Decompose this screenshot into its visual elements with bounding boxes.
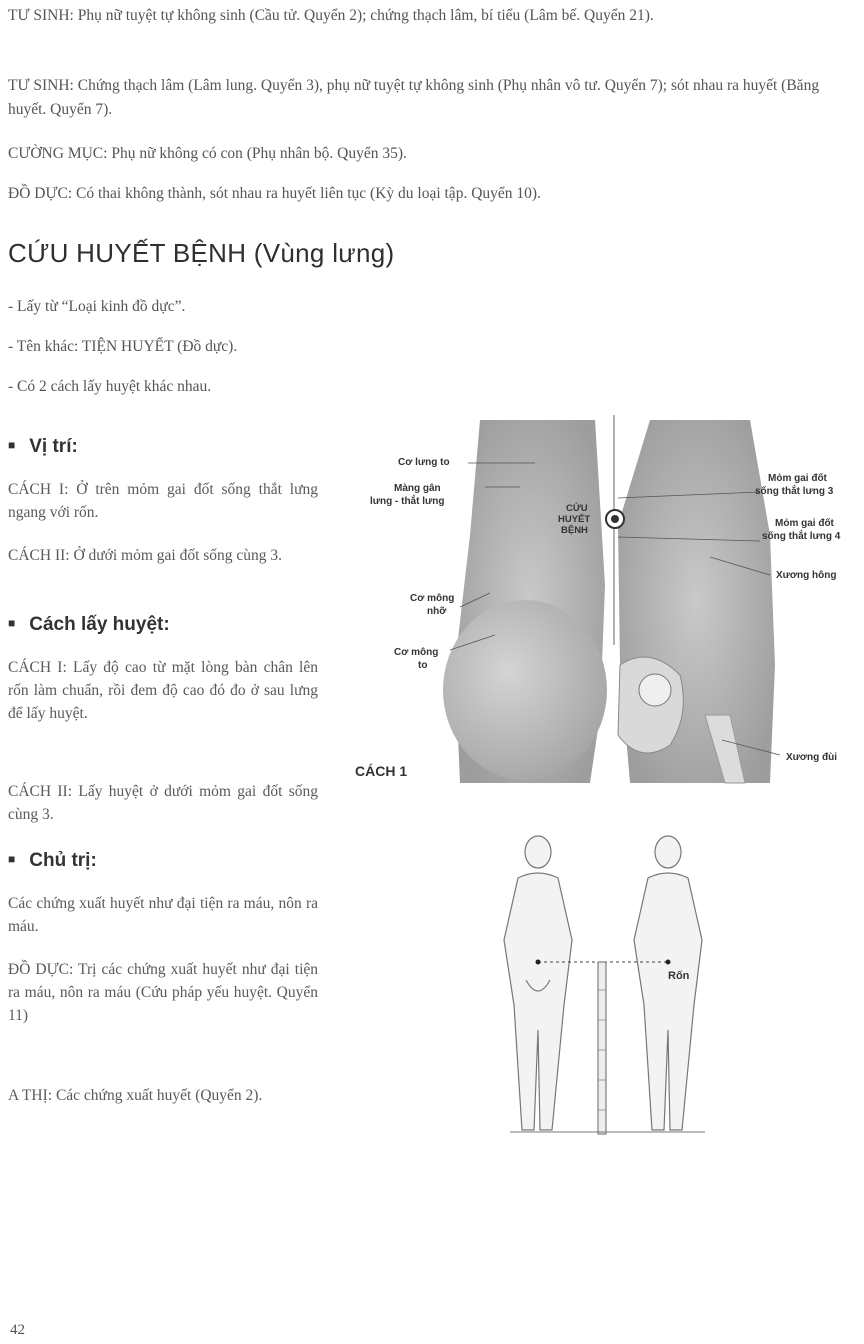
label-l3-line-2: sống thắt lưng 3 bbox=[755, 486, 834, 497]
location-paragraph-2: CÁCH II: Ở dưới mỏm gai đốt sống cùng 3. bbox=[8, 547, 283, 564]
source-term: CƯỜNG MỤC: bbox=[8, 145, 108, 162]
label-acupoint-2: HUYẾT bbox=[558, 514, 591, 525]
section-title-indications-text: Chủ trị: bbox=[29, 850, 97, 871]
method-paragraph-2: CÁCH II: Lấy huyệt ở dưới mỏm gai đốt sống cùng 3. bbox=[8, 783, 318, 823]
section-title-location-text: Vị trí: bbox=[29, 436, 78, 457]
location-paragraph-1: CÁCH I: Ở trên mỏm gai đốt sống thắt lưng ngang với rốn. bbox=[8, 481, 318, 521]
source-text: Chứng thạch lâm (Lâm lung. Quyển 3), phụ nữ tuyệt tự không sinh (Phụ nhân vô tư. Quyển 7); sót nhau ra huyết (Băng huyết. Quyển 7). bbox=[8, 77, 820, 118]
source-text: Phụ nữ tuyệt tự không sinh (Cầu tử. Quyển 2); chứng thạch lâm, bí tiểu (Lâm bế. Quyển 21). bbox=[73, 7, 654, 24]
section-title-method-text: Cách lấy huyệt: bbox=[29, 614, 170, 635]
label-acupoint-1: CỨU bbox=[566, 503, 588, 514]
source-text: Có thai không thành, sót nhau ra huyết liên tục (Kỳ du loại tập. Quyển 10). bbox=[72, 185, 541, 202]
label-latissimus: Cơ lưng to bbox=[398, 457, 450, 468]
source-term: TƯ SINH: bbox=[8, 7, 74, 24]
anatomy-figure bbox=[350, 415, 864, 785]
label-gluteus-medius-1: Cơ mông bbox=[410, 593, 455, 604]
section-title-location bbox=[8, 436, 78, 458]
body-outline-illustration bbox=[490, 830, 730, 1140]
intro-paragraph-4 bbox=[8, 182, 860, 206]
indications-paragraph-2: ĐỒ DỰC: Trị các chứng xuất huyết như đại tiện ra máu, nôn ra máu (Cứu pháp yếu huyệt. Quyển 11) bbox=[8, 961, 318, 1024]
label-l4-line-1: Mỏm gai đốt bbox=[775, 518, 834, 529]
indications-paragraph-1: Các chứng xuất huyết như đại tiện ra máu, nôn ra máu. bbox=[8, 895, 318, 935]
acupoint-heading: CỨU HUYẾT BỆNH (Vùng lưng) bbox=[8, 238, 395, 268]
intro-paragraph-3 bbox=[8, 142, 860, 166]
method-paragraph-1: CÁCH I: Lấy độ cao từ mặt lòng bàn chân lên rốn làm chuẩn, rồi đem độ cao đó đo ở sau lưng để lấy huyệt. bbox=[8, 659, 318, 722]
bullet-icon: ■ bbox=[8, 438, 16, 452]
label-fascia-line-2: lưng - thắt lưng bbox=[370, 496, 445, 507]
source-text: Phụ nữ không có con (Phụ nhân bộ. Quyển 35). bbox=[107, 145, 407, 162]
label-acupoint-3: BỆNH bbox=[561, 525, 588, 536]
section-title-method bbox=[8, 614, 170, 636]
note-line-2: - Tên khác: TIỆN HUYẾT (Đồ dực). bbox=[8, 338, 238, 355]
source-term: ĐỒ DỰC: bbox=[8, 185, 73, 202]
page-number: 42 bbox=[10, 1322, 25, 1338]
note-line-1: - Lấy từ “Loại kinh đồ dực”. bbox=[8, 298, 186, 315]
intro-paragraph-1 bbox=[8, 4, 860, 28]
label-l3-line-1: Mỏm gai đốt bbox=[768, 473, 827, 484]
label-l4-line-2: sống thắt lưng 4 bbox=[762, 531, 841, 542]
label-femur: Xương đùi bbox=[786, 752, 838, 763]
label-hip-bone: Xương hông bbox=[776, 570, 837, 581]
body-measurement-figure bbox=[490, 830, 730, 1140]
source-term: TƯ SINH: bbox=[8, 77, 74, 94]
intro-paragraph-2 bbox=[8, 74, 860, 122]
label-gluteus-maximus-2: to bbox=[418, 660, 428, 671]
label-navel: Rốn bbox=[668, 970, 690, 982]
bullet-icon: ■ bbox=[8, 616, 16, 630]
label-gluteus-maximus-1: Cơ mông bbox=[394, 647, 439, 658]
bullet-icon: ■ bbox=[8, 852, 16, 866]
label-fascia-line-1: Màng gân bbox=[394, 483, 441, 494]
figure-caption: CÁCH 1 bbox=[355, 763, 408, 779]
indications-paragraph-3: A THỊ: Các chứng xuất huyết (Quyển 2). bbox=[8, 1087, 263, 1104]
section-title-indications bbox=[8, 850, 97, 872]
note-line-3: - Có 2 cách lấy huyệt khác nhau. bbox=[8, 378, 212, 395]
label-gluteus-medius-2: nhỡ bbox=[427, 606, 447, 617]
